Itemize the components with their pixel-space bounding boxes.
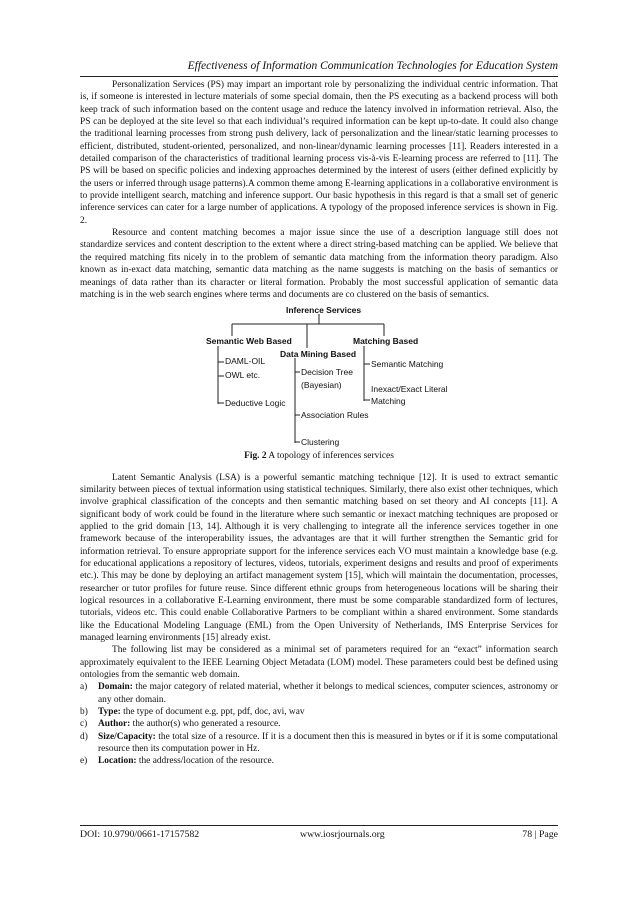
list-text: the address/location of the resource. [136, 756, 274, 767]
figure-leaf-deductive-logic: Deductive Logic [225, 398, 286, 409]
figure-leaf-semantic-matching: Semantic Matching [371, 359, 444, 370]
figure-caption [80, 450, 558, 462]
footer-page-number: 78 | Page [522, 829, 558, 840]
list-marker: c) [80, 719, 88, 730]
list-item [80, 718, 558, 730]
list-text: the major category of related material, whether it belongs to medical sciences, computer sciences, astronomy or any other domain. [98, 682, 558, 705]
figure-node-data-mining: Data Mining Based [280, 349, 357, 360]
footer-doi: DOI: 10.9790/0661-17157582 [80, 829, 200, 840]
list-item [80, 731, 558, 756]
list-term: Type: [98, 707, 121, 718]
paragraph-personalization: Personalization Services (PS) may impart an important role by personalizing the individual centric information. That is, if someone is interested in lecture materials of some special domain, then the PS executing as a backend process will both keep track of such information based on the content usage and reduce the latency involved in information retrieval. Also, the PS can be deployed at the site level so that each individual’s required information can be kept up-to-date. It could also change the traditional learning processes from strong push delivery, lack of personalization and the linear/static learning processes to efficient, distributed, student-oriented, personalized, and non-linear/dynamic learning processes [11]. Readers interested in a detailed comparison of the characteristics of traditional learning process vis-à-vis E-learning process are referred to [11]. The PS will be based on specific policies and indexing approaches determined by the interest of users (either defined explicitly by the users or inferred through usage patterns).A common theme among E-learning applications in a collaborative environment is to provide intelligent search, matching and inference support. Our basic hypothesis in this regard is that a small set of generic inference services can cater for a large number of applications. A typology of the proposed inference services is shown in Fig. 2. [80, 80, 558, 226]
list-item [80, 681, 558, 706]
list-item [80, 755, 558, 767]
figure-leaf-clustering: Clustering [301, 437, 340, 448]
paragraph-content-matching: Resource and content matching becomes a major issue since the use of a description language still does not standardize services and content description to the extent where a direct string-based matching can be applied. We believe that the required matching fits nicely in to the problem of semantic data matching from the information theory paradigm. Also known as in-exact data matching, semantic data matching as the name suggests is matching on the basis of semantics or meanings of data rather than its character or literal formation. Probably the most successful application of semantic data matching is in the web search engines where terms and documents are co clustered on the basis of semantics. [80, 228, 558, 300]
paragraph-parameters-intro: The following list may be considered as a minimal set of parameters required for an “exact” information search approximately equivalent to the IEEE Learning Object Metadata (LOM) model. These parameters could best be defined using ontologies from the semantic web domain. [80, 645, 558, 681]
list-marker: d) [80, 731, 88, 742]
list-term: Domain: [98, 682, 133, 693]
figure-leaf-owl: OWL etc. [225, 370, 261, 381]
figure-caption-text: A topology of inferences services [266, 451, 394, 462]
list-marker: b) [80, 707, 88, 718]
footer-website: www.iosrjournals.org [300, 829, 385, 840]
parameter-list [80, 681, 558, 767]
list-item [80, 706, 558, 718]
list-marker: a) [80, 682, 88, 693]
paragraph-lsa: Latent Semantic Analysis (LSA) is a powerful semantic matching technique [12]. It is used to extract semantic similarity between pieces of textual information using statistical techniques. Similarly, there also exist other techniques, which involve graphical classification of the concepts and then semantic matching based on set theory and AI concepts [11]. A significant body of work could be found in the literature where such semantic or inexact matching techniques are proposed or applied to the grid domain [13, 14]. Although it is very challenging to integrate all the inference services together in one framework because of the interoperability issues, the advantages are that it will further strengthen the Semantic grid for information retrieval. To ensure appropriate support for the inference services each VO must maintain a knowledge base (e.g. for educational applications a repository of lectures, videos, tutorials, experiment designs and results and proof of experiments etc.). This may be done by deploying an artifact management system [15], which will maintain the documentation, processes, researcher or tutor profiles for future reuse. Since different ethnic groups from heterogeneous locations will be sharing their logical resources in a collaborative E-Learning environment, there must be some comparable standardized form of lectures, tutorials, videos etc. This could enable Collaborative Partners to be compliant within a shared environment. Some standards like the Educational Modeling Language (EML) from the Open University of Netherlands, IMS Enterprise Services for managed learning environments [15] already exist. [80, 472, 558, 643]
footer-rule [80, 825, 558, 826]
figure-leaf-decision-tree: Decision Tree [301, 367, 353, 378]
list-term: Author: [98, 719, 131, 730]
figure-leaf-inexact-exact: Inexact/Exact Literal [371, 384, 448, 395]
list-term: Location: [98, 756, 137, 767]
list-text: the total size of a resource. If it is a document then this is measured in bytes or if it is some computational resource then its computation power in Hz. [98, 731, 558, 755]
figure-leaf-daml-oil: DAML-OIL [225, 356, 266, 367]
figure-caption-label: Fig. 2 [244, 451, 267, 462]
header-rule [80, 76, 558, 77]
figure-node-matching: Matching Based [353, 336, 419, 347]
page-footer [80, 829, 558, 843]
figure-root-node: Inference Services [286, 305, 362, 316]
page-body [80, 79, 558, 768]
list-text: the author(s) who generated a resource. [130, 719, 281, 730]
figure-leaf-association-rules: Association Rules [301, 410, 369, 421]
figure-inference-topology [204, 304, 448, 448]
running-header: Effectiveness of Information Communication Technologies for Education System [187, 60, 558, 72]
list-marker: e) [80, 756, 88, 767]
list-term: Size/Capacity: [98, 731, 156, 742]
figure-leaf-literal-matching: Matching [371, 396, 406, 407]
figure-node-semantic-web: Semantic Web Based [206, 336, 292, 347]
list-text: the type of document e.g. ppt, pdf, doc, avi, wav [120, 707, 305, 718]
figure-leaf-bayesian: (Bayesian) [301, 380, 342, 391]
